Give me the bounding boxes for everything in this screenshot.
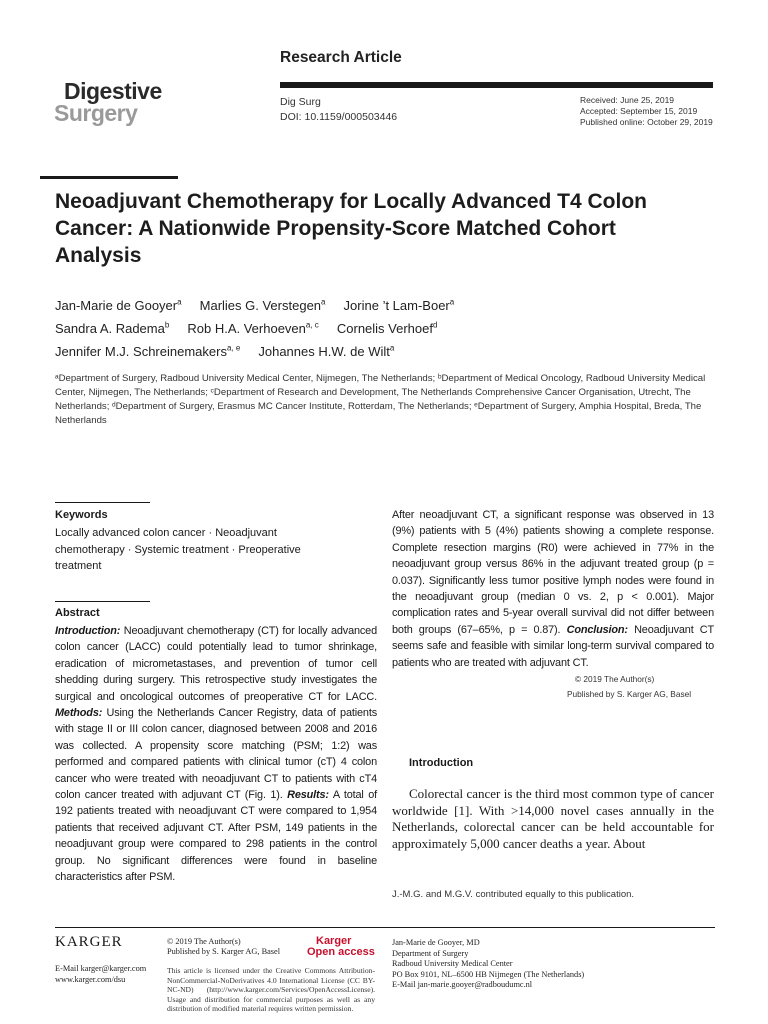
journal-logo-digestive: Digestive bbox=[64, 78, 162, 104]
doi[interactable]: DOI: 10.1159/000503446 bbox=[280, 111, 398, 123]
received-date: Received: June 25, 2019 bbox=[580, 95, 675, 105]
author-line-3 bbox=[55, 340, 715, 363]
contribution-note: J.-M.G. and M.G.V. contributed equally to this publication. bbox=[392, 889, 635, 900]
author-name: Sandra A. Radema$^b$ bbox=[55, 320, 170, 336]
author-name: Johannes H.W. de Wilt$^a$ bbox=[258, 343, 395, 359]
abstract-intro-label: Introduction: bbox=[55, 625, 121, 637]
abstract-results-text: A total of 192 patients treated with neoadjuvant CT were compared to 1,954 patients that received adjuvant CT. After PSM, 149 patients in the neoadjuvant group were compared to 298 patients in the control group. No significant differences were found in baseline characteristics after PSM. bbox=[55, 789, 377, 884]
corr-email[interactable]: E-Mail jan-marie.gooyer@radboudumc.nl bbox=[392, 980, 533, 989]
author-name: Jennifer M.J. Schreinemakers$^{a, e}$ bbox=[55, 343, 241, 359]
corr-inst: Radboud University Medical Center bbox=[392, 959, 513, 968]
journal-logo-surgery: Surgery bbox=[54, 100, 138, 126]
abstract-methods-label: Methods: bbox=[55, 707, 103, 720]
accepted-date: Accepted: September 15, 2019 bbox=[580, 106, 698, 116]
footer-rule bbox=[55, 927, 715, 928]
abstract-publisher-line: Published by S. Karger AG, Basel bbox=[567, 689, 692, 699]
author-line-2 bbox=[55, 317, 715, 340]
open-access-logo-karger: Karger bbox=[316, 935, 352, 947]
article-type: Research Article bbox=[280, 49, 402, 66]
corr-name: Jan-Marie de Gooyer, MD bbox=[392, 938, 480, 947]
affiliations: ᵃDepartment of Surgery, Radboud University Medical Center, Nijmegen, The Netherlands; ᵇDepartment of Medical Oncology, Radboud University Medical Center, Nijmegen, The Netherlands; ᶜDepartment of Research and Development, The Netherlands Comprehensive Cancer Organisation, Utrecht, The Netherlands; ᵈDepartment of Surgery, Erasmus MC Cancer Institute, Rotterdam, The Netherlands; ᵉDepartment of Surgery, Amphia Hospital, Breda, The Netherlands bbox=[55, 373, 706, 426]
introduction-heading: Introduction bbox=[409, 757, 474, 769]
abstract-body bbox=[55, 623, 377, 886]
license-text: This article is licensed under the Creative Commons Attribution-NonCommercial-NoDerivatives 4.0 International License (CC BY-NC-ND) (http://www.karger.com/Services/OpenAccessLicense). Usage and distribution for commercial purposes as well as any distribution of modified material requires written permission. bbox=[167, 966, 375, 1013]
abstract-copyright bbox=[567, 672, 691, 702]
keywords-rule bbox=[55, 502, 150, 503]
journal-meta bbox=[280, 95, 397, 125]
abstract-methods-text: Using the Netherlands Cancer Registry, data of patients with stage II or III colon cancer, diagnosed between 2008 and 2016 was collected. A propensity score matching (PSM; 1:2) was performed and compared patients with clinical tumor (cT) 4 colon cancer who were treated with neoadjuvant CT to patients with cT4 colon cancer treated with adjuvant CT (Fig. 1). bbox=[55, 707, 377, 802]
article-title: Neoadjuvant Chemotherapy for Locally Advanced T4 Colon Cancer: A Nationwide Propensity-Score Matched Cohort Analysis bbox=[55, 190, 647, 267]
author-line-1 bbox=[55, 294, 715, 317]
karger-website[interactable]: www.karger.com/dsu bbox=[55, 974, 126, 984]
abstract-results-label: Results: bbox=[287, 789, 329, 802]
abstract-continued bbox=[392, 507, 714, 671]
author-name: Jan-Marie de Gooyer$^a$ bbox=[55, 297, 182, 313]
journal-name: Dig Surg bbox=[280, 96, 321, 108]
karger-logo: KARGER bbox=[55, 934, 123, 950]
abstract-conclusion-text: Neoadjuvant CT seems safe and feasible with similar long-term survival compared to patients who are treated with adjuvant CT. bbox=[392, 623, 714, 669]
abstract-rule bbox=[55, 601, 150, 602]
corr-address: PO Box 9101, NL–6500 HB Nijmegen (The Netherlands) bbox=[392, 969, 585, 979]
author-name: Cornelis Verhoef$^d$ bbox=[336, 320, 438, 336]
article-dates bbox=[580, 95, 713, 128]
header-rule bbox=[280, 82, 713, 88]
author-name: Rob H.A. Verhoeven$^{a, c}$ bbox=[187, 320, 319, 336]
open-access-logo-text: Open access bbox=[307, 946, 375, 958]
title-rule bbox=[40, 176, 178, 179]
keywords-text: Locally advanced colon cancer · Neoadjuvant chemotherapy · Systemic treatment · Preoperative treatment bbox=[55, 527, 301, 572]
karger-contact bbox=[55, 964, 146, 985]
author-name: Marlies G. Verstegen$^a$ bbox=[199, 297, 326, 313]
author-name: Jorine ’t Lam-Boer$^a$ bbox=[343, 297, 455, 313]
introduction-text: Colorectal cancer is the third most common type of cancer worldwide [1]. With >14,000 novel cases annually in the Netherlands, colorectal cancer can be held accountable for approximately 5,000 cancer deaths a year. About bbox=[392, 786, 714, 851]
correspondence bbox=[392, 938, 584, 991]
footer-publisher-line: Published by S. Karger AG, Basel bbox=[167, 947, 281, 956]
footer-copyright bbox=[167, 937, 280, 957]
footer-copyright-line: © 2019 The Author(s) bbox=[167, 937, 241, 946]
abstract-intro-text: Neoadjuvant chemotherapy (CT) for locally advanced colon cancer (LACC) could potentially lead to tumor shrinkage, eradication of micrometastases, and prevention of tumor cell shedding during surgery. This retrospective study investigates the surgical and oncological outcomes of preoperative CT for LACC. bbox=[55, 625, 377, 703]
abstract-results-continued: After neoadjuvant CT, a significant response was observed in 13 (9%) patients with 5 (4%) patients showing a complete response. Complete resection margins (R0) were achieved in 77% in the neoadjuvant group versus 86% in the adjuvant treated group (p = 0.037). Significantly less tumor positive lymph nodes were found in the neoadjuvant group (median 0 vs. 2, p < 0.001). Major complication rates and 5-year overall survival did not differ between both groups (67–65%, p = 0.87). bbox=[392, 509, 714, 636]
keywords-heading: Keywords bbox=[55, 509, 108, 521]
author-list bbox=[55, 294, 715, 363]
corr-dept: Department of Surgery bbox=[392, 948, 469, 958]
abstract-conclusion-label: Conclusion: bbox=[566, 623, 628, 636]
published-date: Published online: October 29, 2019 bbox=[580, 117, 713, 127]
karger-email[interactable]: E-Mail karger@karger.com bbox=[55, 964, 147, 973]
abstract-heading: Abstract bbox=[55, 607, 100, 619]
abstract-copyright-line: © 2019 The Author(s) bbox=[575, 674, 655, 684]
